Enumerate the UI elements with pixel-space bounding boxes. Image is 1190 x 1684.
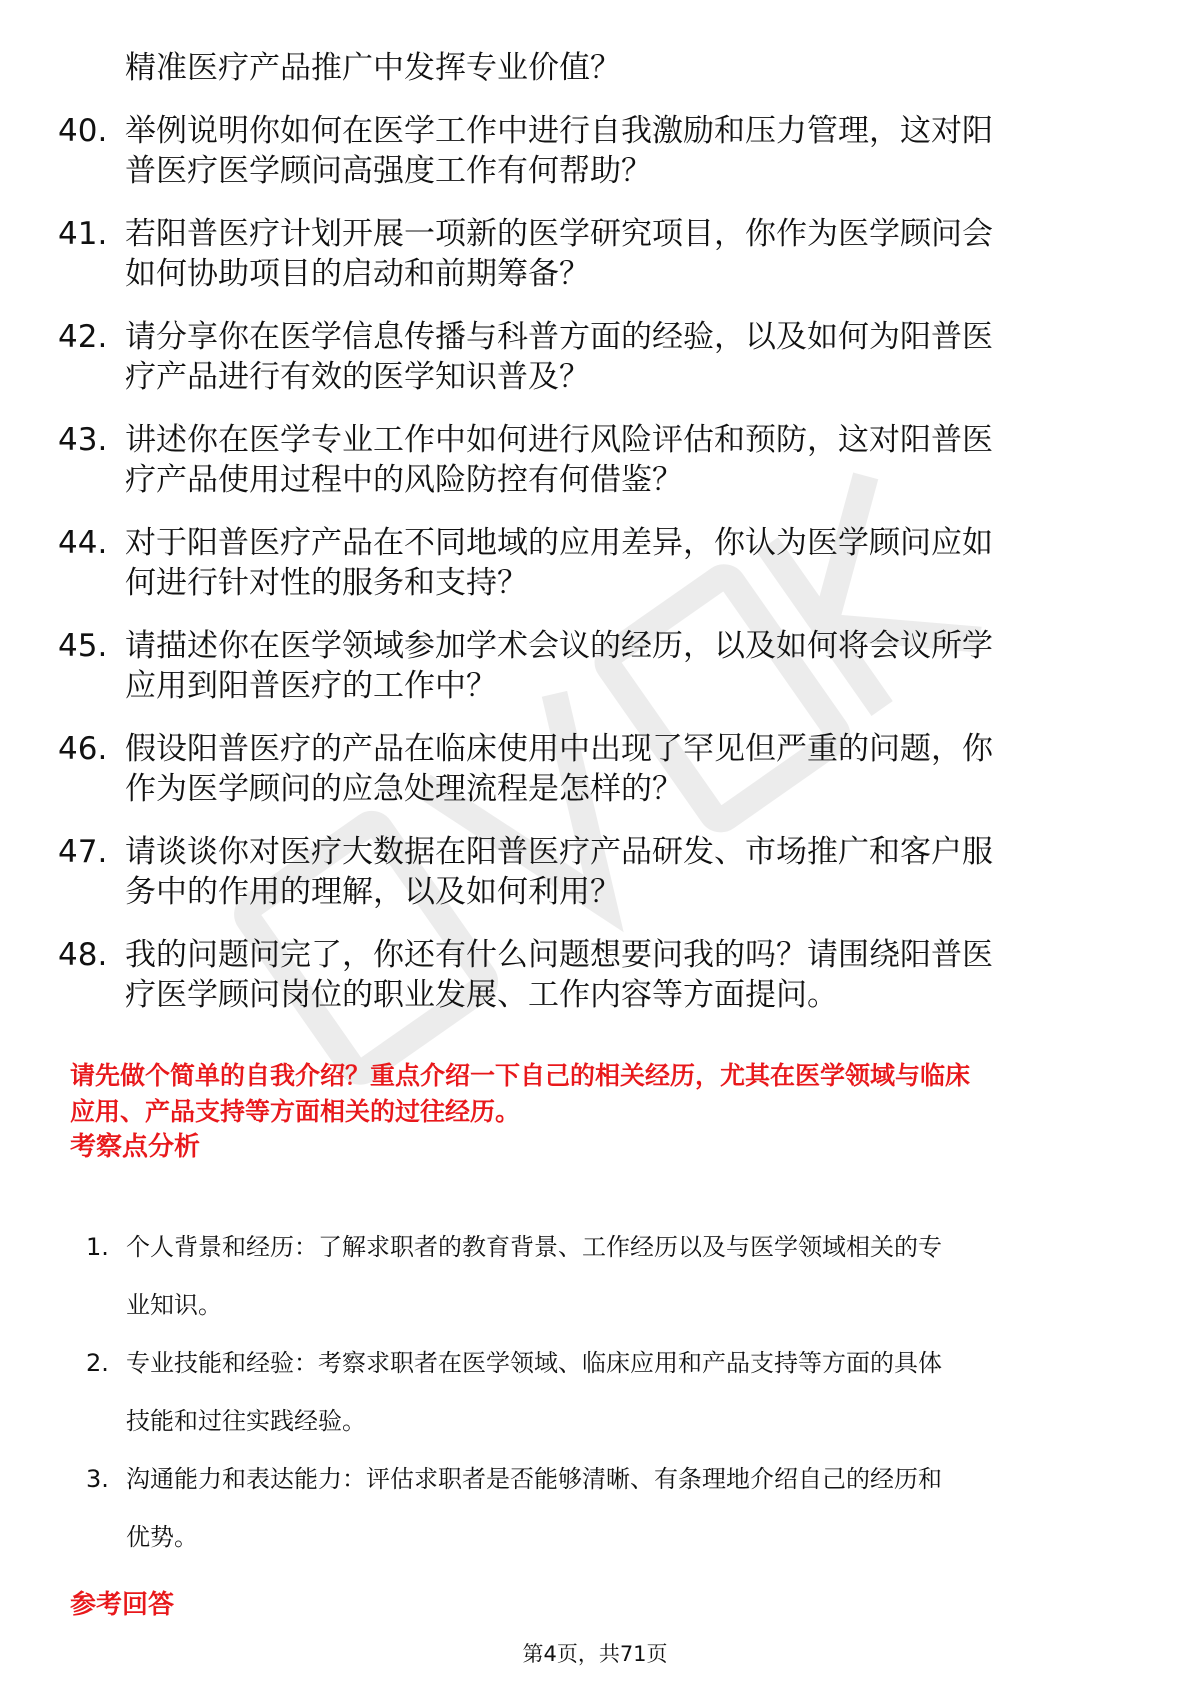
question-line-1: 请分享你在医学信息传播与科普方面的经验，以及如何为阳普医 (125, 319, 993, 355)
continued-question-line (58, 48, 1128, 88)
highlight-question-line-2: 应用、产品支持等方面相关的过往经历。 (70, 1097, 521, 1126)
analysis-point (80, 1334, 1130, 1450)
question-number: 47. (58, 834, 108, 870)
question-item (58, 523, 1128, 603)
question-number: 46. (58, 731, 108, 767)
point-number: 3. (86, 1465, 109, 1493)
highlight-question-line-1: 请先做个简单的自我介绍？重点介绍一下自己的相关经历，尤其在医学领域与临床 (70, 1061, 971, 1090)
point-line-1: 个人背景和经历：了解求职者的教育背景、工作经历以及与医学领域相关的专 (126, 1233, 942, 1261)
question-number: 44. (58, 525, 108, 561)
question-line-1: 对于阳普医疗产品在不同地域的应用差异，你认为医学顾问应如 (125, 525, 993, 561)
question-line-1: 请谈谈你对医疗大数据在阳普医疗产品研发、市场推广和客户服 (125, 834, 993, 870)
question-number: 40. (58, 113, 108, 149)
analysis-points (80, 1218, 1130, 1566)
question-number: 43. (58, 422, 108, 458)
question-line-1: 若阳普医疗计划开展一项新的医学研究项目，你作为医学顾问会 (125, 216, 993, 252)
question-number: 48. (58, 937, 108, 973)
question-item (58, 111, 1128, 191)
point-line-2: 优势。 (126, 1523, 198, 1551)
question-line-2: 何进行针对性的服务和支持？ (125, 565, 528, 601)
question-item (58, 420, 1128, 500)
question-item (58, 729, 1128, 809)
question-line-2: 疗产品进行有效的医学知识普及？ (125, 359, 590, 395)
analysis-heading: 考察点分析 (70, 1132, 201, 1162)
question-item (58, 935, 1128, 1015)
answer-heading: 参考回答 (70, 1590, 175, 1620)
question-line-1: 我的问题问完了，你还有什么问题想要问我的吗？请围绕阳普医 (125, 937, 993, 973)
question-line-1: 假设阳普医疗的产品在临床使用中出现了罕见但严重的问题，你 (125, 731, 993, 767)
question-line-2: 作为医学顾问的应急处理流程是怎样的？ (125, 771, 683, 807)
point-line-1: 专业技能和经验：考察求职者在医学领域、临床应用和产品支持等方面的具体 (126, 1349, 942, 1377)
question-line-2: 务中的作用的理解，以及如何利用？ (125, 874, 621, 910)
question-text: 精准医疗产品推广中发挥专业价值？ (125, 50, 621, 86)
question-line-1: 讲述你在医学专业工作中如何进行风险评估和预防，这对阳普医 (125, 422, 993, 458)
analysis-point (80, 1218, 1130, 1334)
question-line-1: 举例说明你如何在医学工作中进行自我激励和压力管理，这对阳 (125, 113, 993, 149)
question-line-1: 请描述你在医学领域参加学术会议的经历，以及如何将会议所学 (125, 628, 993, 664)
question-item (58, 214, 1128, 294)
highlight-question (70, 1058, 1130, 1130)
page-footer: 第4页，共71页 (522, 1642, 668, 1666)
question-number: 41. (58, 216, 108, 252)
question-line-2: 应用到阳普医疗的工作中？ (125, 668, 497, 704)
point-number: 1. (86, 1233, 109, 1261)
question-line-2: 疗产品使用过程中的风险防控有何借鉴？ (125, 462, 683, 498)
point-number: 2. (86, 1349, 109, 1377)
question-list (58, 48, 1128, 1015)
point-line-2: 业知识。 (126, 1291, 222, 1319)
question-line-2: 如何协助项目的启动和前期筹备？ (125, 256, 590, 292)
question-line-2: 普医疗医学顾问高强度工作有何帮助？ (125, 153, 652, 189)
question-line-2: 疗医学顾问岗位的职业发展、工作内容等方面提问。 (125, 977, 838, 1013)
question-item (58, 317, 1128, 397)
question-number: 42. (58, 319, 108, 355)
point-line-2: 技能和过往实践经验。 (126, 1407, 366, 1435)
point-line-1: 沟通能力和表达能力：评估求职者是否能够清晰、有条理地介绍自己的经历和 (126, 1465, 942, 1493)
question-item (58, 832, 1128, 912)
analysis-point (80, 1450, 1130, 1566)
question-item (58, 626, 1128, 706)
question-number: 45. (58, 628, 108, 664)
